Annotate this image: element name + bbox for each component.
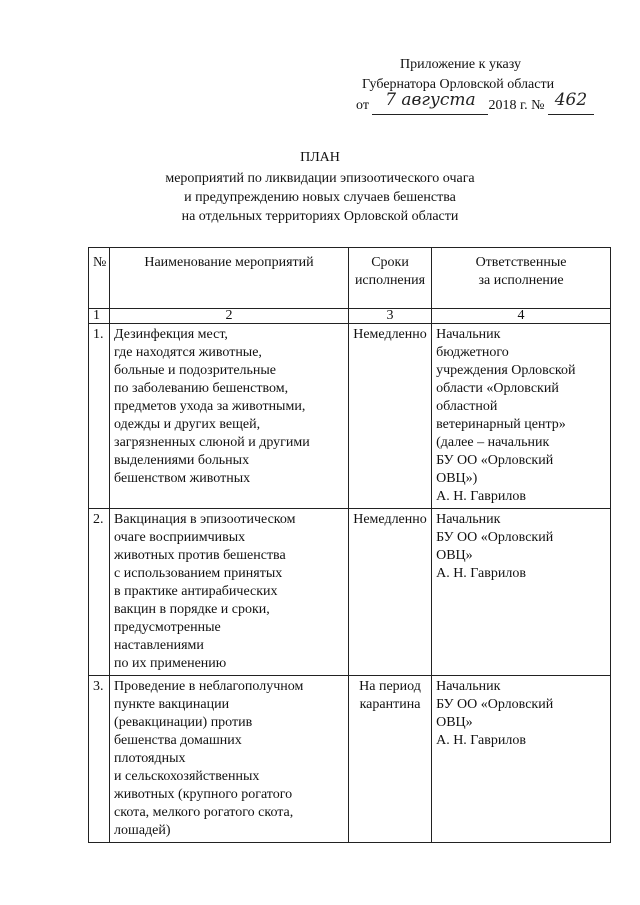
- table-row: [89, 509, 611, 676]
- row-number: 3.: [89, 676, 110, 843]
- plan-subtitle-line-3: на отдельных территориях Орловской области: [181, 209, 459, 224]
- row-responsible: Начальник БУ ОО «Орловский ОВЦ» А. Н. Гаврилов: [432, 509, 611, 676]
- annex-block: [0, 0, 640, 113]
- row-activity-name: Дезинфекция мест, где находятся животные, больные и подозрительные по заболеванию бешенством, предметов ухода за животными, одежды и других вещей, загрязненных слюной и другими выделениями больных бешенством животных: [110, 324, 349, 509]
- table-row: [89, 676, 611, 843]
- row-term: Немедленно: [348, 324, 431, 509]
- column-number: 2: [110, 309, 349, 324]
- table-header-row: [89, 248, 611, 309]
- plan-subtitle-line-2: и предупреждению новых случаев бешенства: [184, 190, 456, 205]
- annex-line-1: Приложение к указу: [400, 57, 521, 72]
- handwritten-date-field: [372, 90, 488, 115]
- annex-from-label: от: [356, 98, 369, 113]
- row-activity-name: Вакцинация в эпизоотическом очаге восприимчивых животных против бешенства с использованием принятых в практике антирабических вакцин в порядке и сроки, предусмотренные наставлениями по их применению: [110, 509, 349, 676]
- row-responsible: Начальник бюджетного учреждения Орловской области «Орловский областной ветеринарный центр» (далее – начальник БУ ОО «Орловский ОВЦ») А. Н. Гаврилов: [432, 324, 611, 509]
- row-number: 1.: [89, 324, 110, 509]
- column-number: 3: [348, 309, 431, 324]
- header-term: Сроки исполнения: [348, 248, 431, 309]
- plan-table: [88, 247, 611, 843]
- handwritten-date: 7 августа: [385, 90, 476, 110]
- column-number: 4: [432, 309, 611, 324]
- annex-year-text: 2018 г. №: [488, 98, 545, 113]
- header-name: Наименование мероприятий: [110, 248, 349, 309]
- plan-subtitle-line-1: мероприятий по ликвидации эпизоотического очага: [165, 171, 475, 186]
- row-term: На период карантина: [348, 676, 431, 843]
- annex-date-line: [356, 90, 594, 115]
- header-number: №: [89, 248, 110, 309]
- row-number: 2.: [89, 509, 110, 676]
- header-responsible: Ответственные за исполнение: [432, 248, 611, 309]
- row-responsible: Начальник БУ ОО «Орловский ОВЦ» А. Н. Гаврилов: [432, 676, 611, 843]
- column-number-row: [89, 309, 611, 324]
- row-term: Немедленно: [348, 509, 431, 676]
- plan-title: ПЛАН: [300, 150, 340, 165]
- handwritten-number-field: [548, 90, 594, 115]
- row-activity-name: Проведение в неблагополучном пункте вакцинации (ревакцинации) против бешенства домашних плотоядных и сельскохозяйственных животных (крупного рогатого скота, мелкого рогатого скота, лошадей): [110, 676, 349, 843]
- annex-line-2: Губернатора Орловской области: [362, 77, 555, 92]
- column-number: 1: [89, 309, 110, 324]
- table-row: [89, 324, 611, 509]
- handwritten-number: 462: [554, 90, 588, 110]
